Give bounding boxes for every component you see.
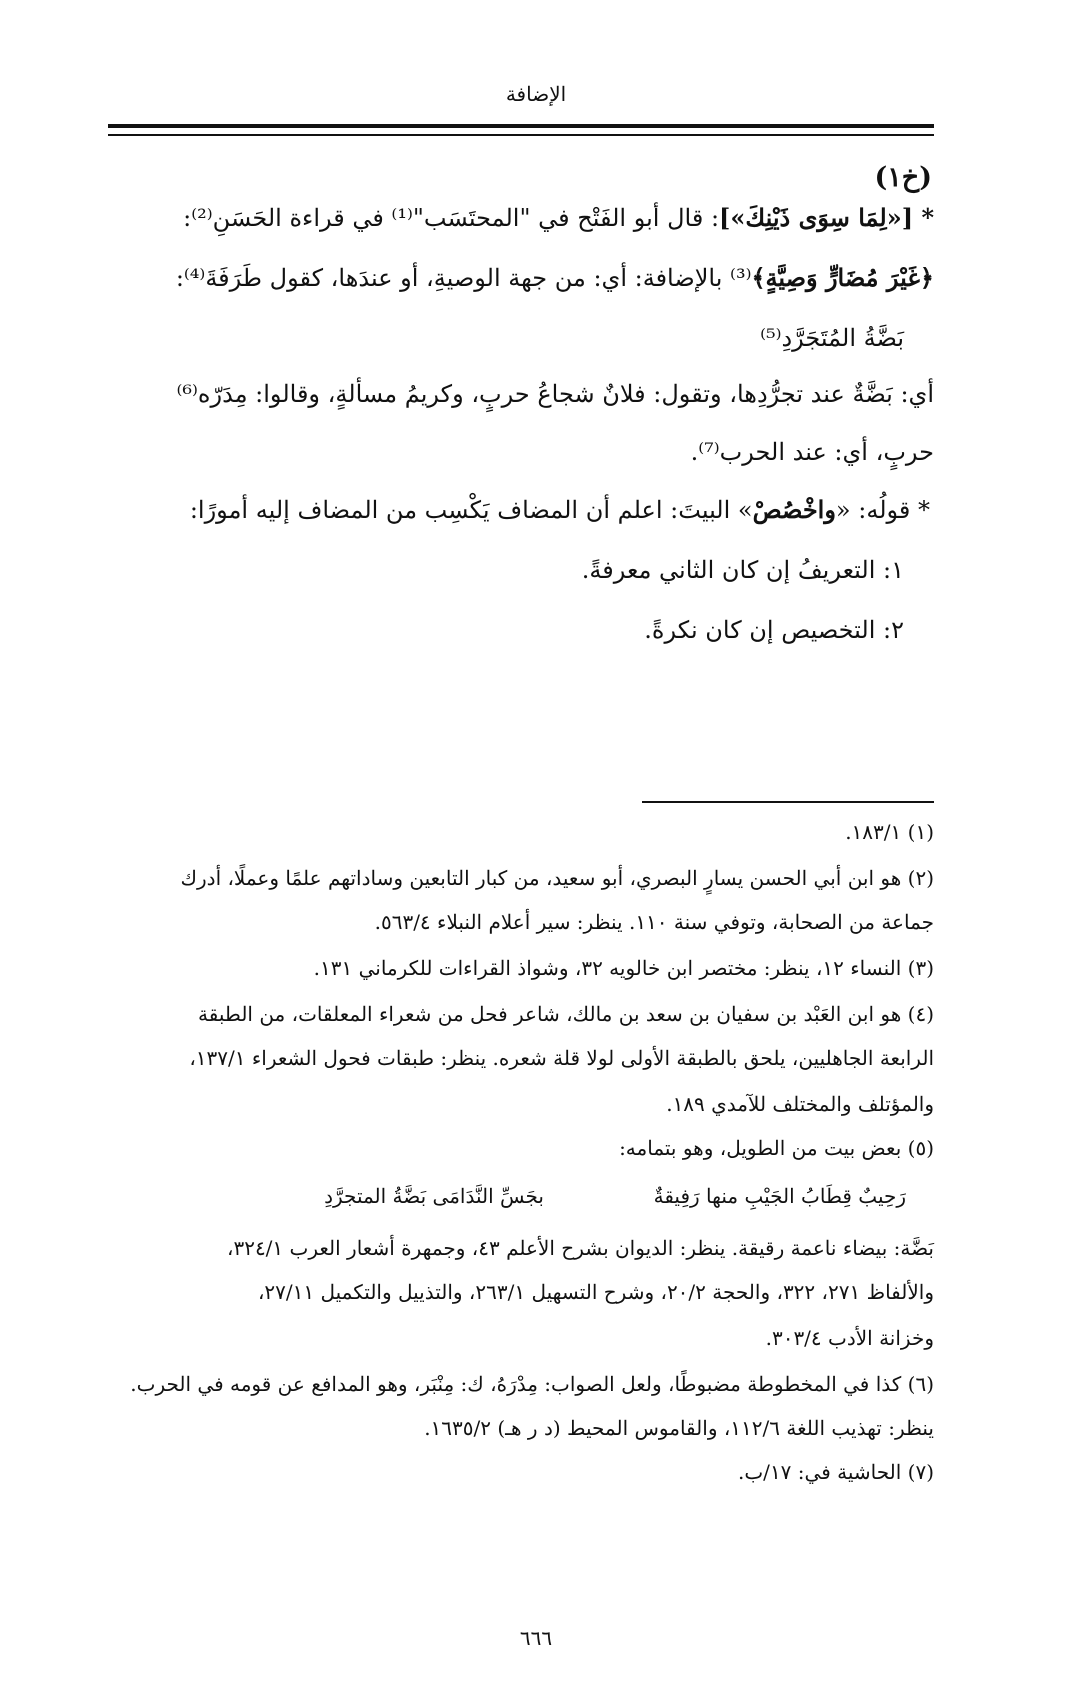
footnote-5-line2: بَضَّة: بيضاء ناعمة رقيقة. ينظر: الديوان بشرح الأعلم ٤٣، وجمهرة أشعار العرب ٣٢٤/١، [226,1236,934,1260]
footnote-4-line2: الرابعة الجاهليين، يلحق بالطبقة الأولى لولا قلة شعره. ينظر: طبقات فحول الشعراء ١٣٧/١، [189,1046,934,1070]
para1-text: : قال أبو الفَتْح في "المحتَسَب"⁽¹⁾ في قراءة الحَسَنِ⁽²⁾: [183,204,720,232]
footnote-5-line4: وخزانة الأدب ٣٠٣/٤. [765,1326,934,1350]
para3-keyword: واخْصُصْ [752,495,836,524]
quoted-phrase: * [«لِمَا سِوَى ذَيْنِكَ»] [719,203,934,232]
main-para2-line1: أي: بَضَّةٌ عند تجرُّدِها، وتقول: فلانٌ شجاعُ حربٍ، وكريمُ مسألةٍ، وقالوا: مِدَرّه⁽⁶⁾ [176,380,934,408]
para3-rest: » البيتَ: اعلم أن المضاف يَكْسِب من المضاف إليه أمورًا: [189,496,753,524]
footnote-4-line3: والمؤتلف والمختلف للآمدي ١٨٩. [666,1092,934,1116]
list-item: ٢: التخصيص إن كان نكرةً. [644,616,904,644]
footnote-2-line2: جماعة من الصحابة، وتوفي سنة ١١٠. ينظر: سير أعلام النبلاء ٥٦٣/٤. [374,910,934,934]
quran-verse: ﴿غَيْرَ مُضَارٍّ وَصِيَّةٍ﴾ [751,263,934,292]
footnote-6-line1: (٦) كذا في المخطوطة مضبوطًا، ولعل الصواب: مِدْرَهُ، ك: مِنْبَر، وهو المدافع عن قومه في الحرب. [130,1372,934,1396]
footnote-2-line1: (٢) هو ابن أبي الحسن يسارٍ البصري، أبو سعيد، من كبار التابعين وساداتهم علمًا وعملًا، أدرك [180,866,934,890]
footnote-separator [642,801,934,803]
verse-fragment: بَضَّةُ المُتَجَرَّدِ⁽⁵⁾ [760,324,904,352]
footnote-6-line2: ينظر: تهذيب اللغة ١١٢/٦، والقاموس المحيط (د ر هـ) ١٦٣٥/٢. [424,1416,934,1440]
footnote-5-verse-first-hemistich: رَحِيبٌ قِطَابُ الجَيْبِ منها رَفِيقةٌ [653,1184,906,1208]
para1-tail: ⁽³⁾ بالإضافة: أي: من جهة الوصيةِ، أو عندَها، كقول طَرَفَةَ⁽⁴⁾: [175,264,752,292]
footnote-4-line1: (٤) هو ابن العَبْد بن سفيان بن سعد بن مالك، شاعر فحل من شعراء المعلقات، من الطبقة [198,1002,934,1026]
page-number: ٦٦٦ [519,1626,553,1650]
list-item: ١: التعريفُ إن كان الثاني معرفةً. [581,556,904,584]
footnote-5-line1: (٥) بعض بيت من الطويل، وهو بتمامه: [619,1136,934,1160]
section-label: (خ١) [874,162,932,193]
footnote-5-line3: والألفاظ ٢٧١، ٣٢٢، والحجة ٢٠/٢، وشرح التسهيل ٢٦٣/١، والتذييل والتكميل ٢٧/١١، [257,1280,934,1304]
header-rule-thin [108,134,934,136]
running-title: الإضافة [505,82,567,106]
para3-prefix: * قولُه: « [835,496,930,524]
footnote-3: (٣) النساء ١٢، ينظر: مختصر ابن خالويه ٣٢، وشواذ القراءات للكرماني ١٣١. [313,956,934,980]
main-para1-line1 [183,198,934,238]
main-para2-line2: حربٍ، أي: عند الحرب⁽⁷⁾. [690,438,934,466]
footnote-7: (٧) الحاشية في: ١٧/ب. [738,1460,934,1484]
main-para3 [190,490,930,530]
footnote-5-verse-second-hemistich: بجَسِّ النَّدَامَى بَضَّةُ المتجرَّدِ [324,1184,544,1208]
main-para1-line2 [176,258,934,298]
footnote-1: (١) ١٨٣/١. [845,820,934,844]
header-rule-thick [108,124,934,128]
